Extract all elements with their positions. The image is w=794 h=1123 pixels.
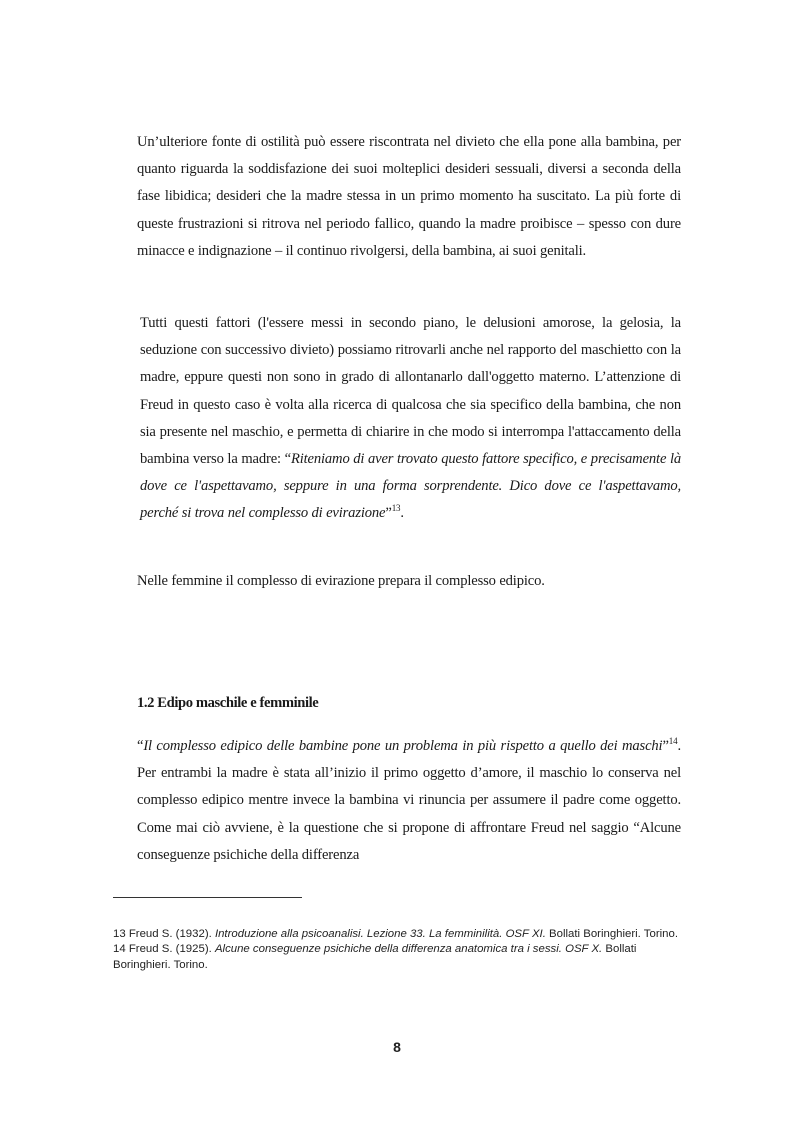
quotation-open: “ bbox=[137, 738, 144, 754]
footnote-ref-14[interactable]: 14 bbox=[668, 736, 678, 746]
footnote-tail: Bollati Boringhieri. Torino. bbox=[545, 928, 678, 940]
paragraph-body bbox=[137, 733, 681, 869]
quotation-close: ” bbox=[385, 505, 392, 522]
footnote-lead: 14 Freud S. (1925). bbox=[113, 943, 215, 956]
section-heading: 1.2 Edipo maschile e femminile bbox=[137, 695, 319, 711]
footnote-title: Introduzione alla psicoanalisi. Lezione 33. La femminilità. OSF XI. bbox=[214, 928, 546, 940]
paragraph-text: Tutti questi fattori (l'essere messi in secondo piano, le delusioni amorose, la gelosia, la seduzione con successivo divieto) possiamo ritrovarli anche nel rapporto del maschietto con la madre, eppure questi non sono in grado di allontanarlo dall'oggetto materno. L’attenzione di Freud in questo caso è volta alla ricerca di qualcosa che sia specifico della bambina, che non sia presente nel maschio, e permetta di chiarire in che modo si interrompa l'attaccamento della bambina verso la madre: “ bbox=[140, 315, 681, 468]
footnotes bbox=[113, 927, 681, 973]
quotation-text: Riteniamo di aver trovato questo fattore specifico, e precisamente là dove ce l'aspettavamo, seppure in una forma sorprendente. Dico dove ce l'aspettavamo, perché si trova nel complesso di evirazione bbox=[140, 451, 681, 522]
paragraph-text: Un’ulteriore fonte di ostilità può essere riscontrata nel divieto che ella pone alla bambina, per quanto riguarda la soddisfazione dei suoi molteplici desideri sessuali, diversi a seconda della fase libidica; desideri che la madre stessa in un primo momento ha suscitato. La più forte di queste frustrazioni si ritrova nel periodo fallico, quando la madre proibisce – spesso con dure minacce e indignazione – il continuo rivolgersi, della bambina, ai suoi genitali. bbox=[137, 134, 681, 259]
footnote-14 bbox=[113, 942, 681, 973]
paragraph-oedipus-girls bbox=[137, 733, 681, 869]
quotation-close: ” bbox=[662, 738, 669, 754]
paragraph-hostility bbox=[137, 129, 681, 265]
footnote-title: Alcune conseguenze psichiche della differenza anatomica tra i sessi. OSF X. bbox=[214, 943, 603, 956]
sentence-end: . bbox=[400, 505, 404, 522]
paragraph-castration-factor bbox=[137, 310, 681, 528]
footnote-separator bbox=[113, 897, 302, 898]
footnote-lead: 13 Freud S. (1932). bbox=[113, 928, 215, 940]
footnote-13 bbox=[113, 927, 681, 942]
paragraph-oedipus-prep bbox=[137, 568, 681, 595]
footnote-tail: Bollati Boringhieri. Torino. bbox=[113, 943, 637, 971]
page-number: 8 bbox=[393, 1039, 401, 1055]
paragraph-text: Nelle femmine il complesso di evirazione prepara il complesso edipico. bbox=[137, 573, 545, 589]
quotation-text: Il complesso edipico delle bambine pone un problema in più rispetto a quello dei maschi bbox=[143, 738, 663, 754]
footnote-ref-13[interactable]: 13 bbox=[391, 503, 401, 514]
paragraph-text: . Per entrambi la madre è stata all’inizio il primo oggetto d’amore, il maschio lo conserva nel complesso edipico mentre invece la bambina vi rinuncia per assumere il padre come oggetto. Come mai ciò avviene, è la questione che si propone di affrontare Freud nel saggio “Alcune conseguenze psichiche della differenza bbox=[137, 738, 681, 863]
paragraph-body bbox=[137, 310, 681, 528]
